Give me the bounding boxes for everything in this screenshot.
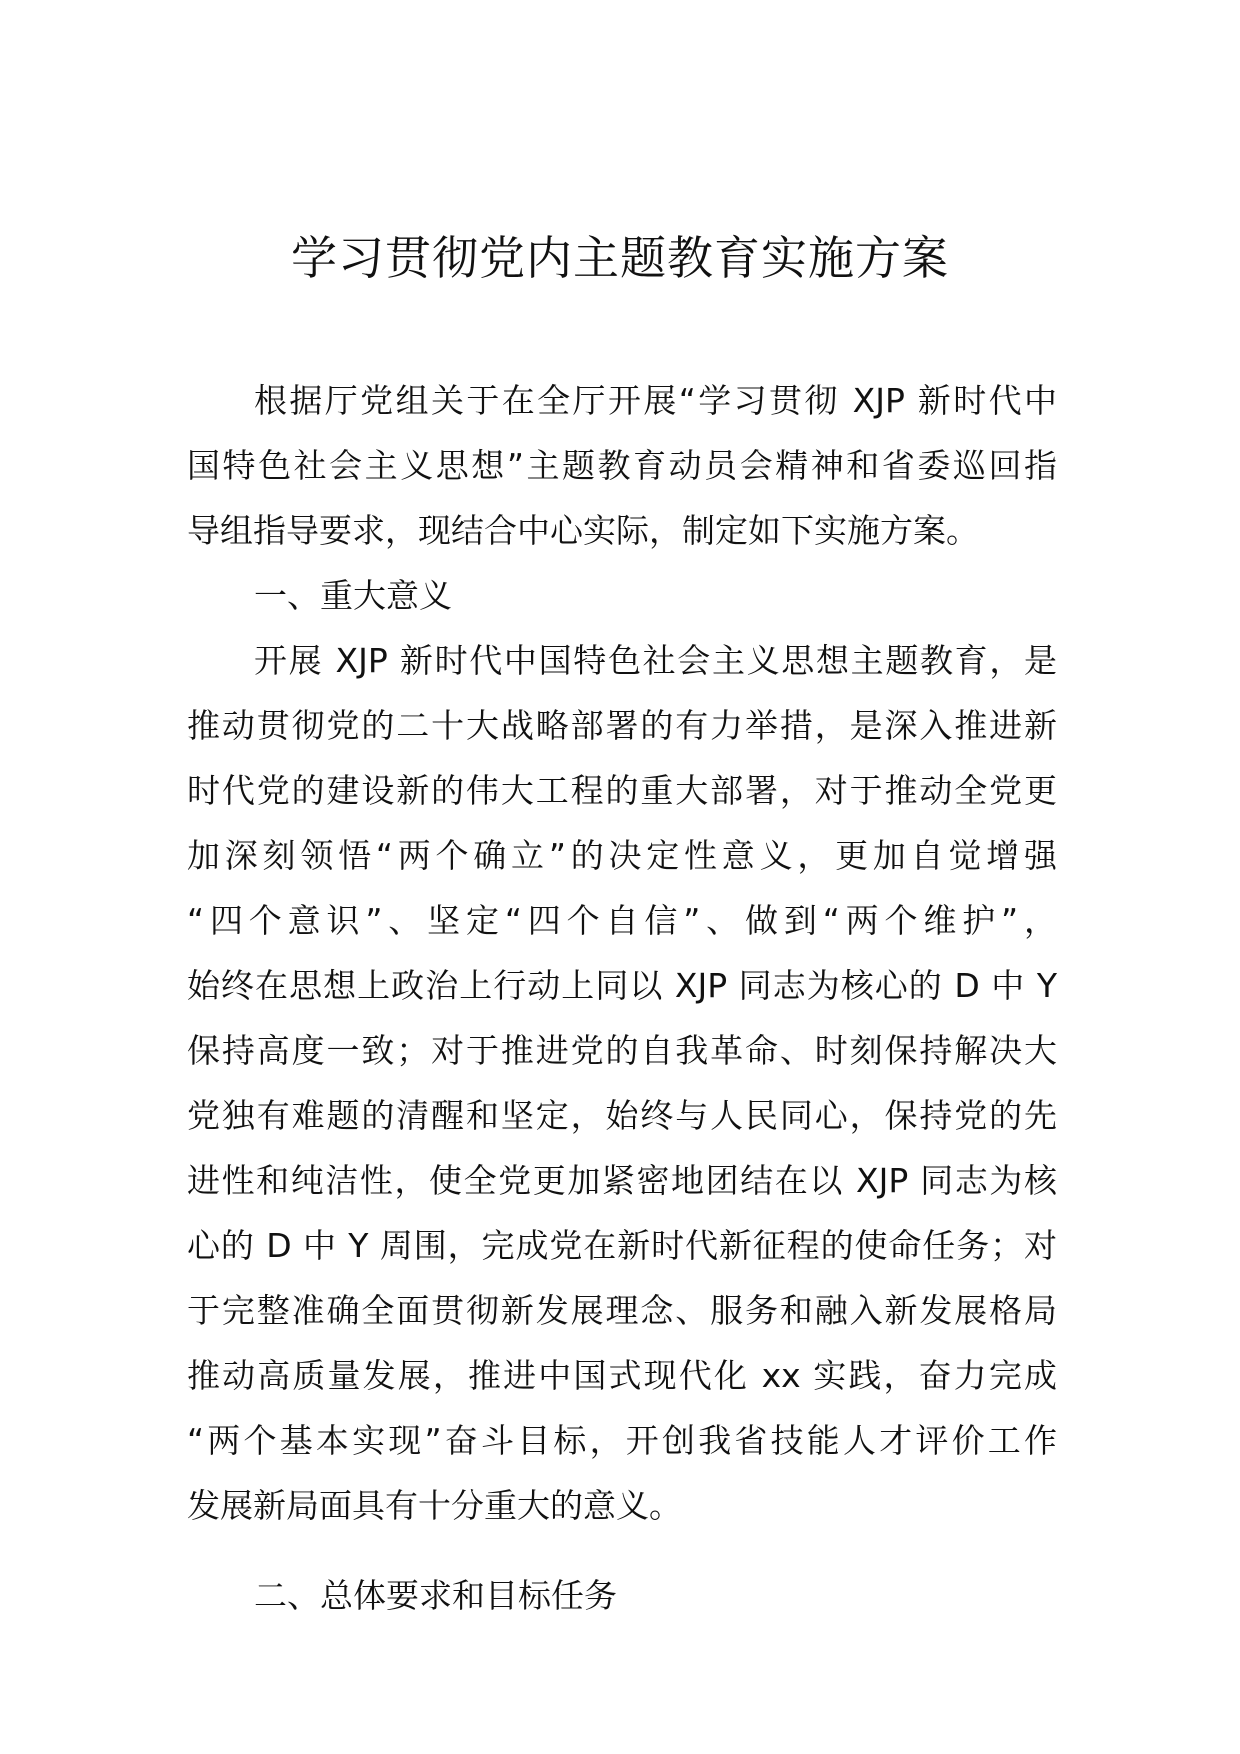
text-line: 导组指导要求，现结合中心实际，制定如下实施方案。 [187,511,979,550]
significance-paragraph [187,628,1057,1538]
text-line: 心的 D 中 Y 周围，完成党在新时代新征程的使命任务；对 [187,1226,1057,1265]
section-heading-1: 一、重大意义 [254,576,452,615]
text-line: 国特色社会主义思想”主题教育动员会精神和省委巡回指 [187,446,1057,485]
text-line: 时代党的建设新的伟大工程的重大部署，对于推动全党更 [187,771,1057,810]
document-body [187,368,1057,1628]
text-line: 进性和纯洁性，使全党更加紧密地团结在以 XJP 同志为核 [187,1161,1057,1200]
text-line: 保持高度一致；对于推进党的自我革命、时刻保持解决大 [187,1031,1057,1070]
text-line: 推动贯彻党的二十大战略部署的有力举措，是深入推进新 [187,706,1057,745]
section-heading-2: 二、总体要求和目标任务 [254,1576,617,1615]
text-line: “四个意识”、坚定“四个自信”、做到“两个维护”， [187,901,1057,940]
document-title: 学习贯彻党内主题教育实施方案 [291,231,949,285]
text-line: 发展新局面具有十分重大的意义。 [187,1486,682,1525]
text-line: 始终在思想上政治上行动上同以 XJP 同志为核心的 D 中 Y [187,966,1057,1005]
paragraph-spacer [187,1538,1057,1563]
text-line: 党独有难题的清醒和坚定，始终与人民同心，保持党的先 [187,1096,1057,1135]
intro-paragraph [187,368,1057,563]
text-line: 开展 XJP 新时代中国特色社会主义思想主题教育，是 [254,641,1057,680]
text-line: 根据厅党组关于在全厅开展“学习贯彻 XJP 新时代中 [254,381,1057,420]
text-line: 于完整准确全面贯彻新发展理念、服务和融入新发展格局 [187,1291,1057,1330]
text-line: 加深刻领悟“两个确立”的决定性意义，更加自觉增强 [187,836,1057,875]
text-line: “两个基本实现”奋斗目标，开创我省技能人才评价工作 [187,1421,1057,1460]
text-line: 推动高质量发展，推进中国式现代化 xx 实践，奋力完成 [187,1356,1057,1395]
